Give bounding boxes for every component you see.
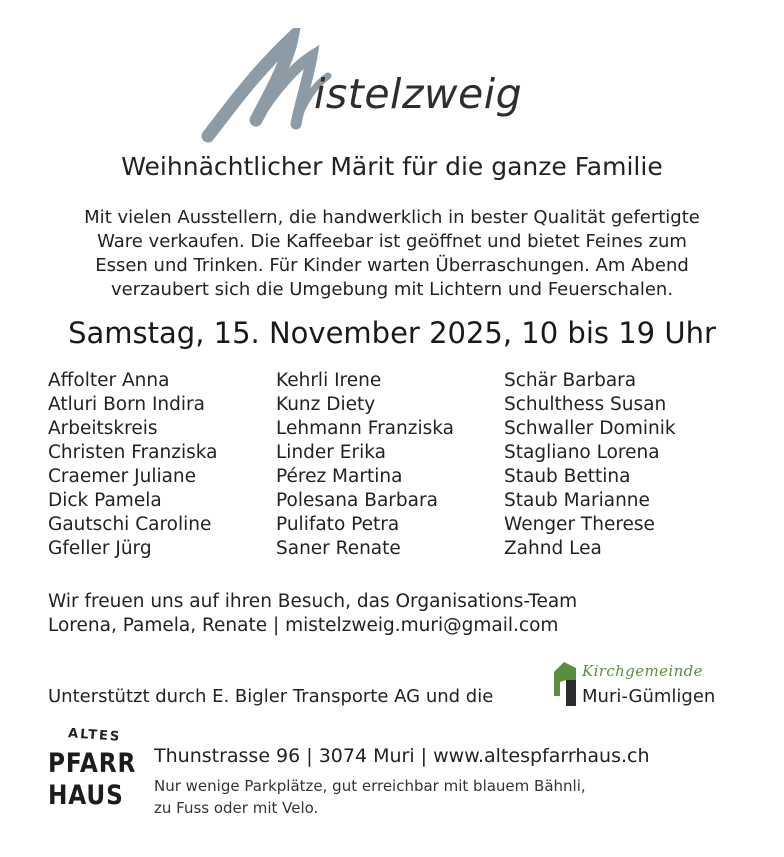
exhibitor-name: Atluri Born Indira (48, 394, 205, 415)
exhibitor-name: Pulifato Petra (276, 514, 400, 535)
exhibitor-name: Schär Barbara (504, 370, 637, 391)
venue-address: Thunstrasse 96 | 3074 Muri | www.altespfarrhaus.ch (154, 745, 650, 767)
closing-contact: Lorena, Pamela, Renate | mistelzweig.muri@gmail.com (48, 615, 559, 636)
kirchgemeinde-script: Kirchgemeinde (582, 662, 703, 680)
exhibitor-name: Linder Erika (276, 442, 386, 463)
kirchgemeinde-name: Muri-Gümligen (582, 686, 716, 707)
event-date: Samstag, 15. November 2025, 10 bis 19 Uhr (68, 316, 716, 350)
exhibitor-name: Staub Marianne (504, 490, 650, 511)
exhibitor-name: Kehrli Irene (276, 370, 382, 391)
exhibitor-name: Lehmann Franziska (276, 418, 454, 439)
logo-text-haus: HAUS (48, 780, 124, 811)
exhibitor-name: Affolter Anna (48, 370, 170, 391)
exhibitor-column-3 (504, 369, 676, 561)
logo-text-pfarr: PFARR (48, 748, 137, 779)
exhibitor-name: Gautschi Caroline (48, 514, 212, 535)
exhibitor-name: Polesana Barbara (276, 490, 438, 511)
exhibitor-name: Craemer Juliane (48, 466, 197, 487)
exhibitor-name: Pérez Martina (276, 466, 403, 487)
exhibitor-name: Zahnd Lea (504, 538, 602, 559)
exhibitor-column-1 (48, 369, 217, 561)
sponsor-text: Unterstützt durch E. Bigler Transporte AG und die (48, 686, 494, 707)
altes-pfarrhaus-logo (44, 724, 144, 824)
venue-note (154, 775, 586, 819)
intro-text (30, 206, 754, 302)
intro-line: verzaubert sich die Umgebung mit Lichtern und Feuerschalen. (110, 279, 674, 300)
exhibitor-name: Staub Bettina (504, 466, 631, 487)
exhibitor-name: Saner Renate (276, 538, 401, 559)
exhibitor-column-2 (276, 369, 454, 561)
exhibitor-name: Kunz Diety (276, 394, 376, 415)
exhibitor-name: Schwaller Dominik (504, 418, 676, 439)
intro-line: Essen und Trinken. Für Kinder warten Überraschungen. Am Abend (95, 255, 689, 276)
venue-note-line: Nur wenige Parkplätze, gut erreichbar mit blauem Bähnli, (154, 777, 586, 795)
headline: Weihnächtlicher Märit für die ganze Familie (121, 152, 663, 181)
intro-line: Ware verkaufen. Die Kaffeebar ist geöffnet und bietet Feines zum (97, 231, 687, 252)
closing-line: Wir freuen uns auf ihren Besuch, das Organisations-Team (48, 591, 578, 612)
venue-note-line: zu Fuss oder mit Velo. (154, 799, 319, 817)
exhibitor-name: Stagliano Lorena (504, 442, 660, 463)
exhibitor-name: Christen Franziska (48, 442, 218, 463)
exhibitor-name: Schulthess Susan (504, 394, 667, 415)
exhibitor-name: Gfeller Jürg (48, 538, 152, 559)
exhibitor-name: Dick Pamela (48, 490, 162, 511)
exhibitor-name: Arbeitskreis (48, 418, 158, 439)
logo-wordmark: istelzweig (314, 70, 523, 118)
logo-text-altes: ALTES (67, 726, 122, 745)
closing-text (48, 590, 577, 638)
intro-line: Mit vielen Ausstellern, die handwerklich in bester Qualität gefertigte (84, 207, 700, 228)
exhibitor-name: Wenger Therese (504, 514, 655, 535)
